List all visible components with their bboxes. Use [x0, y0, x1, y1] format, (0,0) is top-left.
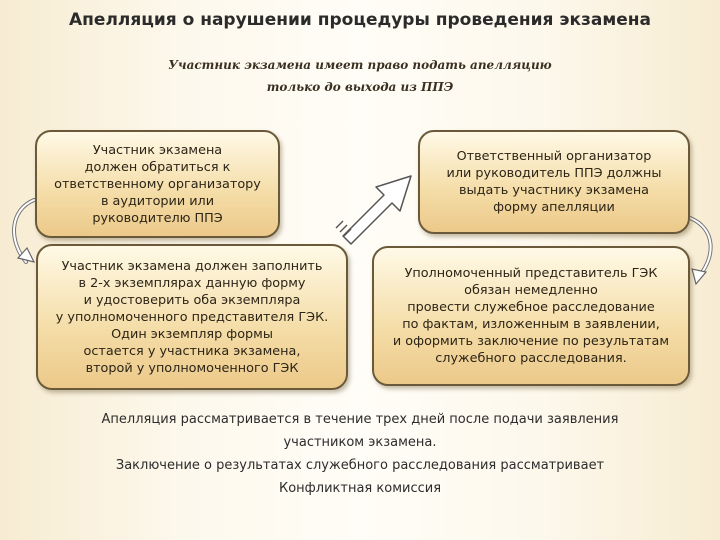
right-curved-arrow-icon	[690, 218, 711, 284]
subtitle-line-1: Участник экзамена имеет право подать апелляцию	[168, 58, 552, 72]
box-text-line: выдать участнику экзамена	[458, 183, 650, 198]
box-issue-form	[418, 130, 690, 234]
left-curved-arrow-icon	[14, 200, 34, 262]
box-text-line: Один экземпляр формы	[111, 326, 273, 342]
box-text-line: остается у участника экзамена,	[83, 343, 301, 359]
box-text-line: Участник экзамена	[92, 142, 223, 158]
box-text-line: ответственному организатору	[54, 176, 261, 192]
page-title: Апелляция о нарушении процедуры проведения экзамена	[69, 10, 651, 30]
box-fill-form	[36, 244, 348, 390]
footer-line: участником экзамена.	[283, 435, 437, 450]
box-text-line: Участник экзамена должен заполнить	[61, 258, 323, 274]
box-text-line: служебного расследования.	[435, 351, 627, 366]
box-text-line: Уполномоченный представитель ГЭК	[404, 266, 658, 281]
box-text-line: и оформить заключение по результатам	[392, 334, 670, 349]
box-contact-organizer	[35, 130, 280, 238]
box-investigation	[372, 246, 690, 386]
footer-line: Апелляция рассматривается в течение трех дней после подачи заявления	[101, 412, 619, 427]
subtitle-line-2: только до выхода из ППЭ	[266, 80, 454, 94]
box-text-line: или руководитель ППЭ должны	[446, 166, 662, 181]
footer-line: Заключение о результатах служебного расследования рассматривает	[115, 458, 605, 473]
box-text-line: Ответственный организатор	[456, 149, 652, 164]
footer-line: Конфликтная комиссия	[278, 481, 442, 496]
box-text-line: второй у уполномоченного ГЭК	[85, 360, 299, 376]
box-text-line: у уполномоченного представителя ГЭК.	[55, 309, 329, 325]
box-text-line: в аудитории или	[100, 193, 215, 209]
box-text-line: провести служебное расследование	[407, 300, 655, 315]
box-text-line: по фактам, изложенным в заявлении,	[402, 317, 660, 332]
box-text-line: форму апелляции	[493, 200, 615, 215]
box-text-line: в 2-х экземплярах данную форму	[78, 275, 306, 291]
diagonal-arrow-icon	[336, 176, 411, 244]
box-text-line: руководителю ППЭ	[92, 210, 223, 226]
box-text-line: обязан немедленно	[464, 283, 598, 298]
footer-text	[0, 408, 720, 500]
box-text-line: и удостоверить оба экземпляра	[83, 292, 301, 308]
box-text-line: должен обратиться к	[84, 159, 231, 175]
